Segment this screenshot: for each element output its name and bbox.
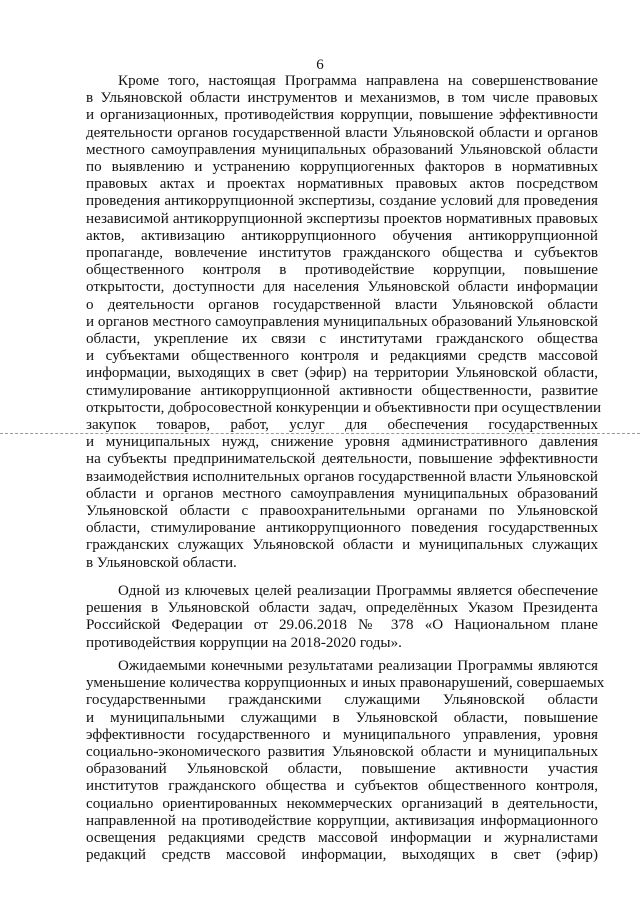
text-line: эффективности государственного и муниципального управления, уровня <box>86 726 598 743</box>
text-line: пропаганде, вовлечение институтов гражданского общества и субъектов <box>86 245 598 261</box>
text-line: и муниципальными служащими в Ульяновской области, повышение <box>86 709 598 726</box>
text-line: государственными гражданскими служащими Ульяновской области <box>86 692 598 709</box>
text-line: и органов местного самоуправления муниципальных образований Ульяновской <box>86 313 598 330</box>
text-line: области, укрепление их связи с институтами гражданского общества <box>86 331 598 347</box>
text-line: открытости, добросовестной конкуренции и объективности при осуществлении <box>86 399 602 416</box>
text-line: независимой антикоррупционной экспертизы проектов нормативных правовых <box>86 210 598 227</box>
text-line: в Ульяновской области. <box>86 554 237 571</box>
text-line: местного самоуправления муниципальных образований Ульяновской области <box>86 141 598 158</box>
text-line: области и органов местного самоуправления муниципальных образований <box>86 485 598 502</box>
text-line: общественного контроля в противодействие коррупции, повышение <box>86 262 598 279</box>
text-line: освещения редакциями средств массовой информации и журналистами <box>86 830 598 846</box>
text-line: институтов гражданского общества и субъектов общественного контроля, <box>86 778 598 795</box>
text-line: области, стимулирование антикоррупционного поведения государственных <box>86 520 598 537</box>
text-line: в Ульяновской области инструментов и механизмов, в том числе правовых <box>86 90 598 107</box>
text-line: образований Ульяновской области, повышение активности участия <box>86 761 598 778</box>
text-line: информации, выходящих в свет (эфир) на территории Ульяновской области, <box>86 365 598 382</box>
text-line: по выявлению и устранению коррупциогенных факторов в нормативных <box>86 159 598 175</box>
text-line: гражданских служащих Ульяновской области и муниципальных служащих <box>86 537 598 554</box>
text-line: проведения антикоррупционной экспертизы, создание условий для проведения <box>86 193 598 210</box>
text-line: Одной из ключевых целей реализации Программы является обеспечение <box>118 583 598 599</box>
text-line: Ожидаемыми конечными результатами реализации Программы являются <box>118 658 598 674</box>
text-line: и субъектами общественного контроля и редакциями средств массовой <box>86 348 598 365</box>
text-line: закупок товаров, работ, услуг для обеспечения государственных <box>86 417 598 433</box>
text-line: социально ориентированных некоммерческих организаций в деятельности, <box>86 795 598 812</box>
text-line: уменьшение количества коррупционных и иных правонарушений, совершаемых <box>86 675 605 692</box>
text-line: решения в Ульяновской области задач, определённых Указом Президента <box>86 600 598 617</box>
text-line: Российской Федерации от 29.06.2018 № 378 «О Национальном плане <box>86 617 598 634</box>
text-line: на субъекты предпринимательской деятельности, повышение эффективности <box>86 451 598 468</box>
text-line: направленной на противодействие коррупции, активизация информационного <box>86 812 598 829</box>
text-line: противодействия коррупции на 2018-2020 годы». <box>86 634 402 651</box>
text-line: социально-экономического развития Ульяновской области и муниципальных <box>86 744 598 760</box>
text-line: взаимодействия исполнительных органов государственной власти Ульяновской <box>86 468 598 485</box>
page-number: 6 <box>316 57 324 73</box>
text-line: о деятельности органов государственной власти Ульяновской области <box>86 296 598 313</box>
text-line: открытости, доступности для населения Ульяновской области информации <box>86 279 598 296</box>
text-line: правовых актах и проектах нормативных правовых актов посредством <box>86 176 598 193</box>
text-line: и муниципальных нужд, снижение уровня административного давления <box>86 434 598 451</box>
text-line: и организационных, противодействия коррупции, повышение эффективности <box>86 107 598 124</box>
text-line: Ульяновской области с правоохранительными органами по Ульяновской <box>86 503 598 519</box>
text-line: стимулирование антикоррупционной активности общественности, развитие <box>86 382 598 399</box>
text-line: редакций средств массовой информации, выходящих в свет (эфир) <box>86 847 598 864</box>
text-line: актов, активизацию антикоррупционного обучения антикоррупционной <box>86 227 598 244</box>
text-line: деятельности органов государственной власти Ульяновской области и органов <box>86 124 598 141</box>
text-line: Кроме того, настоящая Программа направлена на совершенствование <box>118 73 598 89</box>
